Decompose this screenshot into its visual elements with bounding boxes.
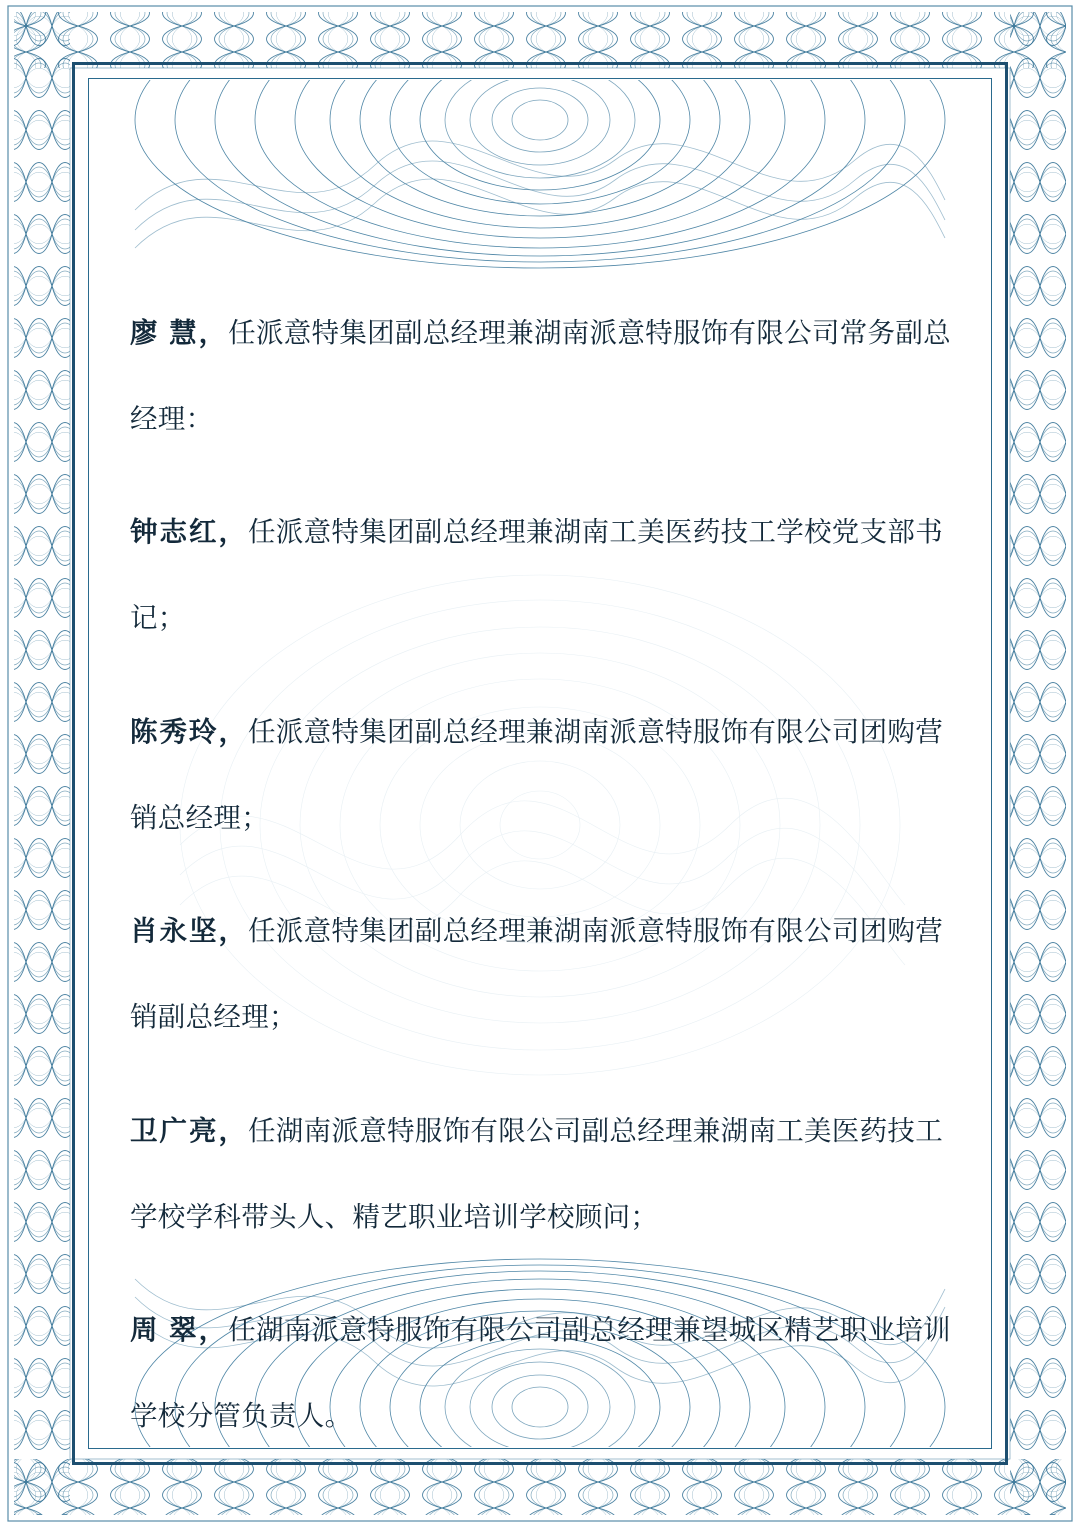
person-name: 陈秀玲， [130, 715, 248, 747]
certificate-body-text [130, 262, 960, 1487]
appointment-paragraph [130, 290, 960, 462]
person-name: 廖 慧， [130, 316, 229, 348]
person-title: 任派意特集团副总经理兼湖南派意特服饰有限公司团购营销总经理； [130, 715, 943, 833]
person-name: 肖永坚， [130, 915, 248, 946]
appointment-paragraph [130, 888, 960, 1060]
person-title: 任湖南派意特服饰有限公司副总经理兼湖南工美医药技工学校学科带头人、精艺职业培训学校顾问； [130, 1114, 943, 1232]
appointment-paragraph [130, 1088, 960, 1260]
appointment-paragraph [130, 689, 960, 861]
person-name: 卫广亮， [130, 1114, 248, 1146]
person-title: 任湖南派意特服饰有限公司副总经理兼望城区精艺职业培训学校分管负责人。 [130, 1314, 951, 1431]
person-title: 任派意特集团副总经理兼湖南派意特服饰有限公司团购营销副总经理； [130, 915, 943, 1032]
rosette-ornament-top [125, 80, 955, 270]
appointment-paragraph [130, 1287, 960, 1459]
person-title: 任派意特集团副总经理兼湖南派意特服饰有限公司常务副总经理： [130, 316, 951, 434]
person-name: 周 翠， [130, 1314, 229, 1345]
person-title: 任派意特集团副总经理兼湖南工美医药技工学校党支部书记； [130, 516, 943, 633]
appointment-paragraph [130, 489, 960, 661]
person-name: 钟志红， [130, 516, 248, 547]
